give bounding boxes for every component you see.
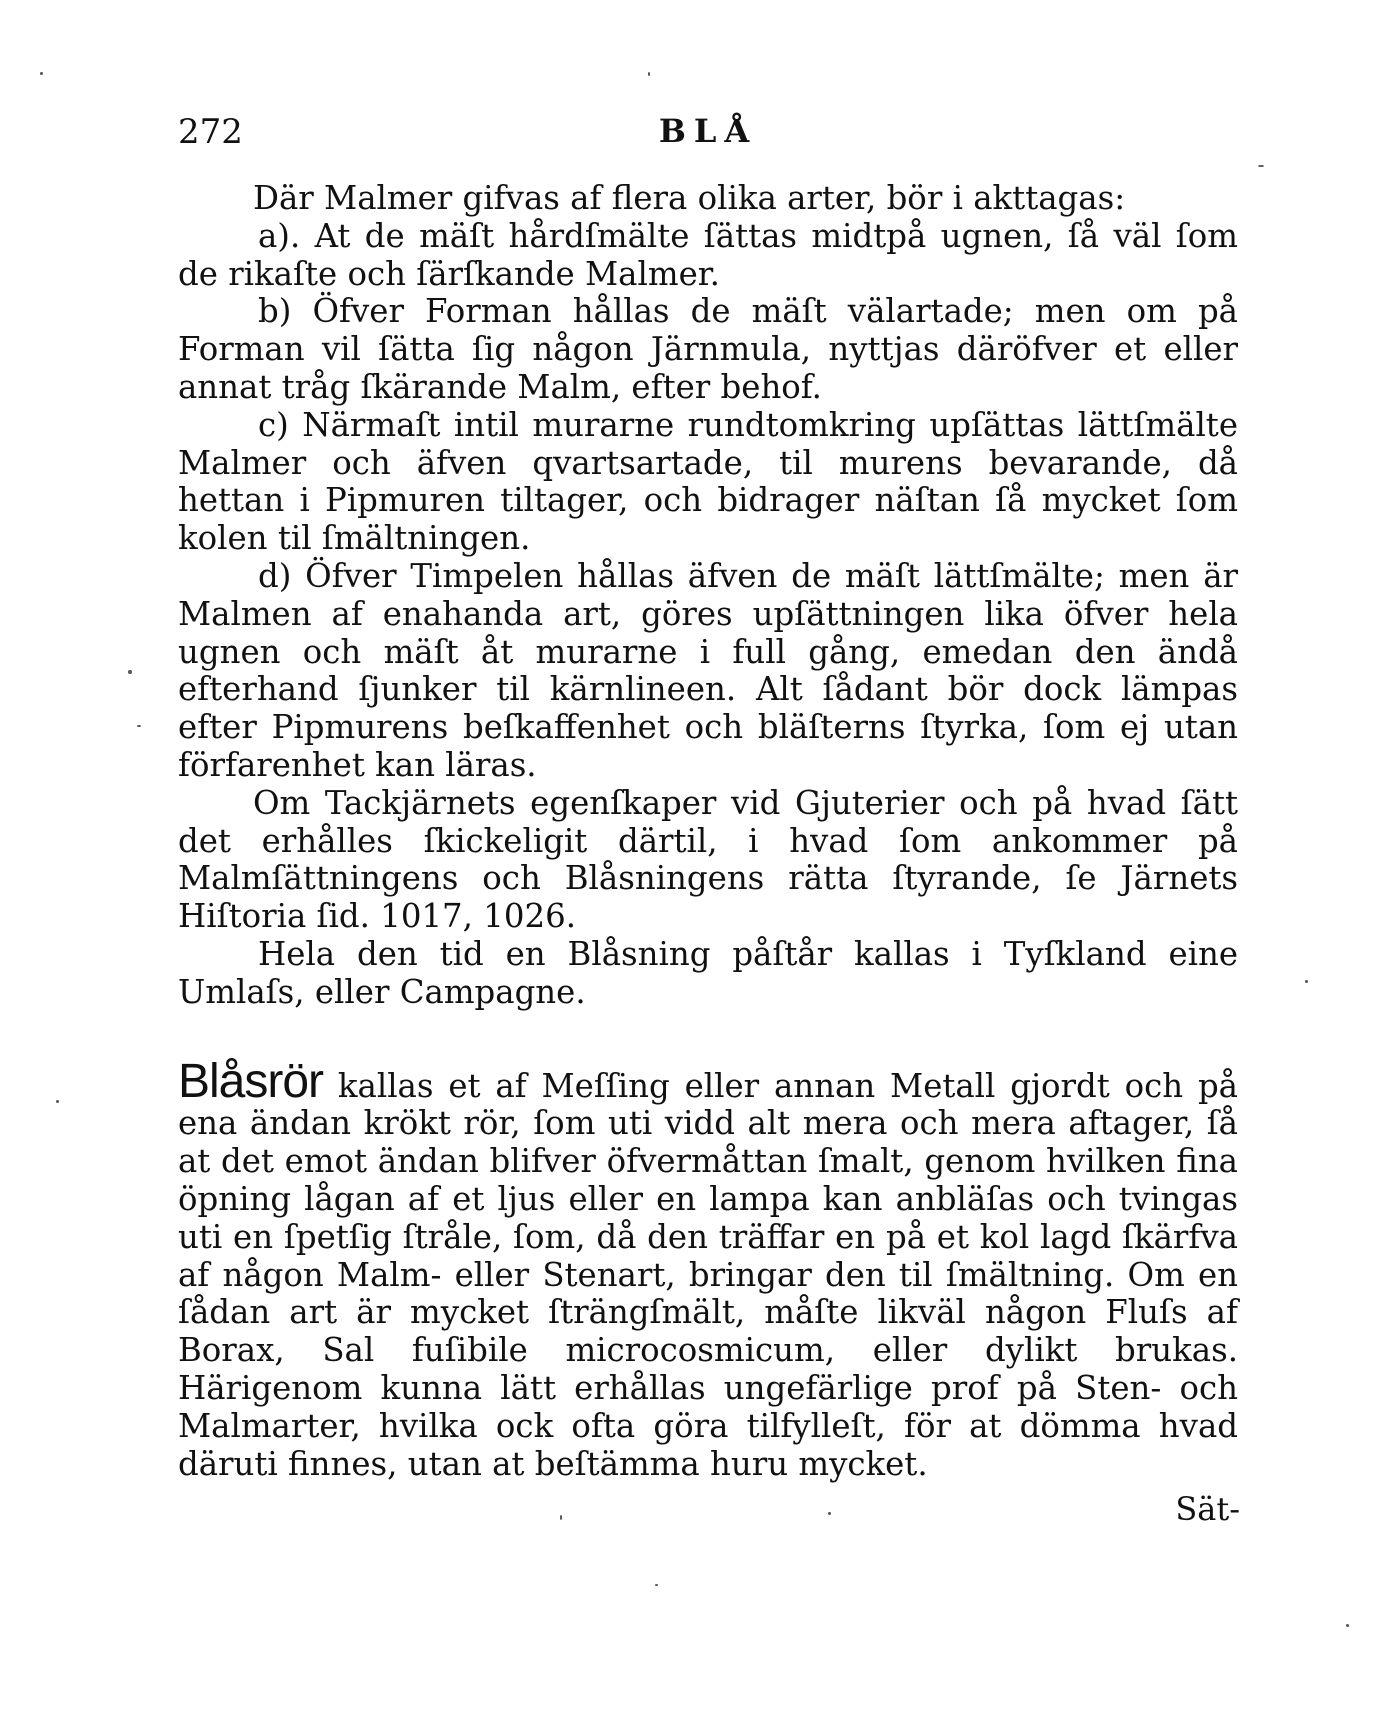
entry-headword: Blåsrör: [178, 1054, 324, 1108]
catchword: Sät-: [1175, 1490, 1240, 1528]
paragraph-tackjarn: Om Tackjärnets egenſkaper vid Gjuterier och på hvad ſätt det erhålles ſkickeligit därtil, i hvad ſom ankommer på Malmſättningens och Blåsningens rätta ſtyrande, ſe Järnets Hiſtoria ſid. 1017, 1026.: [178, 783, 1238, 936]
page-header: [178, 112, 1238, 152]
paragraph-intro: Där Malmer gifvas af flera olika arter, bör i akttagas:: [253, 179, 1126, 217]
body-text: [178, 180, 1238, 1483]
paragraph-item-b: b) Öfver Forman hållas de mäſt välartade; men om på Forman vil ſätta ſig någon Järnmula, nyttjas däröfver et eller annat tråg ſkärande Malm, efter behof.: [178, 292, 1238, 406]
paragraph-item-c: c) Närmaſt intil murarne rundtomkring upſättas lättſmälte Malmer och äfven qvartsartade, til murens bevarande, då hettan i Pipmuren tiltager, och bidrager näſtan ſå mycket ſom kolen til ſmältningen.: [178, 405, 1238, 558]
paper-speck: [56, 1100, 59, 1103]
paper-speck: [828, 1512, 831, 1515]
paper-speck: [560, 1515, 562, 1520]
entry-blasror: [178, 1054, 1238, 1484]
paper-speck: [128, 670, 132, 674]
page-number: 272: [178, 112, 243, 152]
paper-speck: [40, 72, 43, 75]
paragraph-item-a: a). At de mäſt hårdſmälte ſättas midtpå ugnen, ſå väl ſom de rikaſte och ſärſkande Malmer.: [178, 216, 1238, 293]
paragraph-item-d: d) Öfver Timpelen hållas äfven de mäſt lättſmälte; men är Malmen af enahanda art, göres upſättningen lika öfver hela ugnen och mäſt åt murarne i full gång, emedan den ändå efterhand ſjunker til kärnlineen. Alt ſådant bör dock lämpas efter Pipmurens beſkaffenhet och bläſterns ſtyrka, ſom ej utan förfarenhet kan läras.: [178, 556, 1238, 784]
paper-speck: [648, 72, 650, 76]
entry-body: kallas et af Meſſing eller annan Metall gjordt och på ena ändan krökt rör, ſom uti vidd alt mera och mera aftager, ſå at det emot ändan blifver öfvermåttan ſmalt, genom hvilken fina öpning lågan af et ljus eller en lampa kan anbläſas och tvingas uti en ſpetſig ſtråle, ſom, då den träffar en på et kol lagd ſkärfva af någon Malm- eller Stenart, bringar den til ſmältning. Om en ſådan art är mycket ſträngſmält, måſte likväl någon Fluſs af Borax, Sal fuſibile microcosmicum, eller dylikt brukas. Härigenom kunna lätt erhållas ungefärlige prof på Sten- och Malmarter, hvilka ock ofta göra tilfylleſt, för at dömma hvad däruti finnes, utan at beſtämma huru mycket.: [178, 1066, 1238, 1483]
running-head: BLÅ: [658, 112, 758, 150]
paper-speck: [1258, 165, 1264, 167]
paper-speck: [137, 725, 141, 727]
paper-speck: [1305, 980, 1308, 983]
paper-speck: [655, 1584, 658, 1586]
paragraph-campagne: Hela den tid en Blåsning påſtår kallas i Tyſkland eine Umlaſs, eller Campagne.: [178, 934, 1238, 1011]
paper-speck: [1346, 1624, 1349, 1627]
